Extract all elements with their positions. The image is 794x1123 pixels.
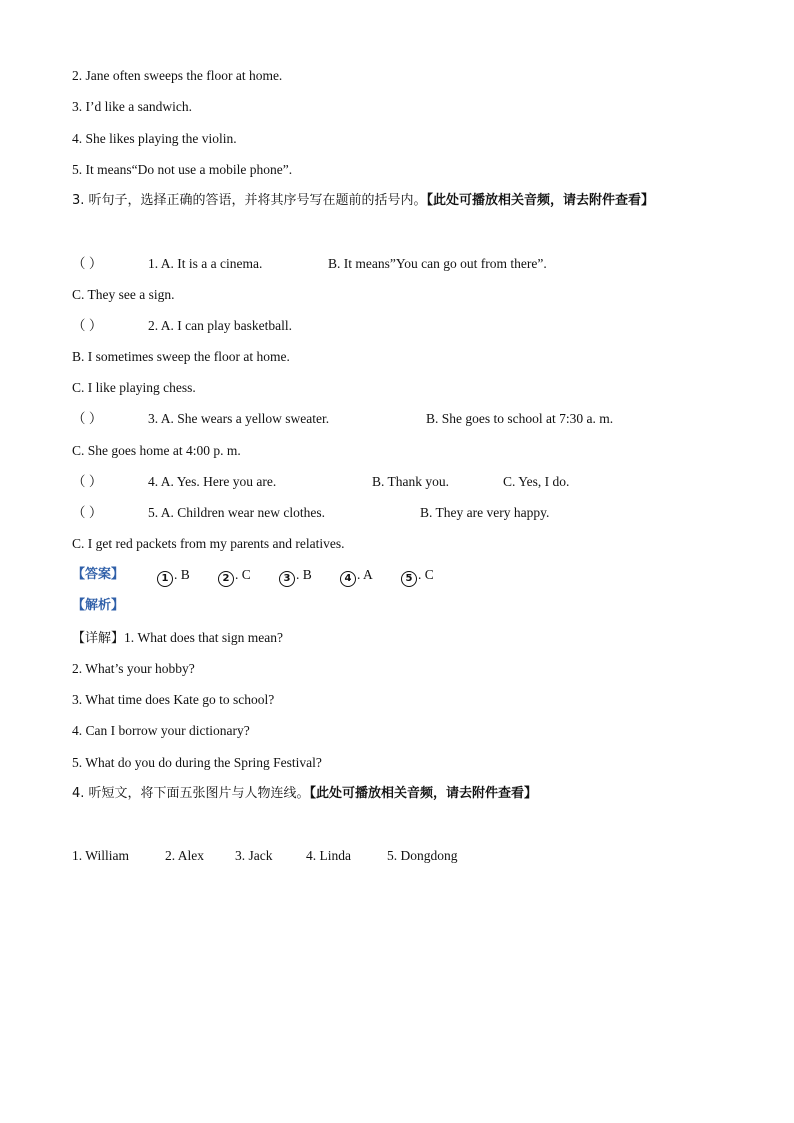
item-3-option-c: C. She goes home at 4:00 p. m. (72, 443, 241, 458)
answer-label: 【答案】 (72, 567, 125, 582)
item-4-option-a: 4. A. Yes. Here you are. (148, 474, 277, 489)
answer-value: . B (174, 567, 190, 582)
script-line-3: 3. I’d like a sandwich. (72, 99, 192, 114)
answer-value: . C (235, 567, 251, 582)
item-4-paren: （ ） (72, 474, 103, 489)
name-1: 1. William (72, 848, 129, 863)
question-4-audio-note: 【此处可播放相关音频，请去附件查看】 (309, 786, 538, 801)
answer-value: . A (357, 567, 373, 582)
item-3-option-b: B. She goes to school at 7:30 a. m. (426, 411, 614, 426)
name-4: 4. Linda (306, 848, 351, 863)
answer-4 (340, 566, 373, 587)
circled-number: 2 (218, 571, 234, 587)
item-1-option-b: B. It means”You can go out from there”. (328, 256, 547, 271)
item-2-option-c: C. I like playing chess. (72, 380, 196, 395)
circled-number: 5 (401, 571, 417, 587)
item-3-paren: （ ） (72, 411, 103, 426)
item-2-paren: （ ） (72, 318, 103, 333)
name-3: 3. Jack (235, 848, 273, 863)
detail-line-4: 4. Can I borrow your dictionary? (72, 723, 250, 738)
answer-5 (401, 566, 434, 587)
name-2: 2. Alex (165, 848, 204, 863)
item-4-option-b: B. Thank you. (372, 474, 449, 489)
item-3-option-a: 3. A. She wears a yellow sweater. (148, 411, 330, 426)
question-3-heading (72, 192, 654, 210)
item-1-option-c: C. They see a sign. (72, 287, 175, 302)
item-5-option-c: C. I get red packets from my parents and relatives. (72, 536, 345, 551)
answer-1 (157, 566, 190, 587)
item-4-option-c: C. Yes, I do. (503, 474, 570, 489)
detail-line-3: 3. What time does Kate go to school? (72, 692, 275, 707)
script-line-4: 4. She likes playing the violin. (72, 131, 237, 146)
item-1-paren: （ ） (72, 256, 103, 271)
answer-value: . B (296, 567, 312, 582)
answer-value: . C (418, 567, 434, 582)
analysis-label: 【解析】 (72, 598, 125, 613)
item-2-option-b: B. I sometimes sweep the floor at home. (72, 349, 290, 364)
detail-line-2: 2. What’s your hobby? (72, 661, 195, 676)
item-5-option-b: B. They are very happy. (420, 505, 550, 520)
answer-2 (218, 566, 251, 587)
item-5-option-a: 5. A. Children wear new clothes. (148, 505, 325, 520)
question-4-heading (72, 785, 537, 803)
detail-line-5: 5. What do you do during the Spring Festival? (72, 755, 322, 770)
name-5: 5. Dongdong (387, 848, 458, 863)
item-1-option-a: 1. A. It is a a cinema. (148, 256, 263, 271)
circled-number: 4 (340, 571, 356, 587)
detail-line-1 (72, 629, 283, 648)
answer-3 (279, 566, 312, 587)
circled-number: 1 (157, 571, 173, 587)
question-3-audio-note: 【此处可播放相关音频，请去附件查看】 (426, 193, 655, 208)
question-3-title: 3. 听句子，选择正确的答语，并将其序号写在题前的括号内。 (72, 193, 427, 208)
question-4-title: 4. 听短文，将下面五张图片与人物连线。 (72, 786, 310, 801)
item-2-option-a: 2. A. I can play basketball. (148, 318, 292, 333)
script-line-2: 2. Jane often sweeps the floor at home. (72, 68, 283, 83)
detail-label: 【详解】 (72, 631, 125, 646)
circled-number: 3 (279, 571, 295, 587)
script-line-5: 5. It means“Do not use a mobile phone”. (72, 162, 293, 177)
item-5-paren: （ ） (72, 505, 103, 520)
detail-text: 1. What does that sign mean? (124, 630, 283, 645)
